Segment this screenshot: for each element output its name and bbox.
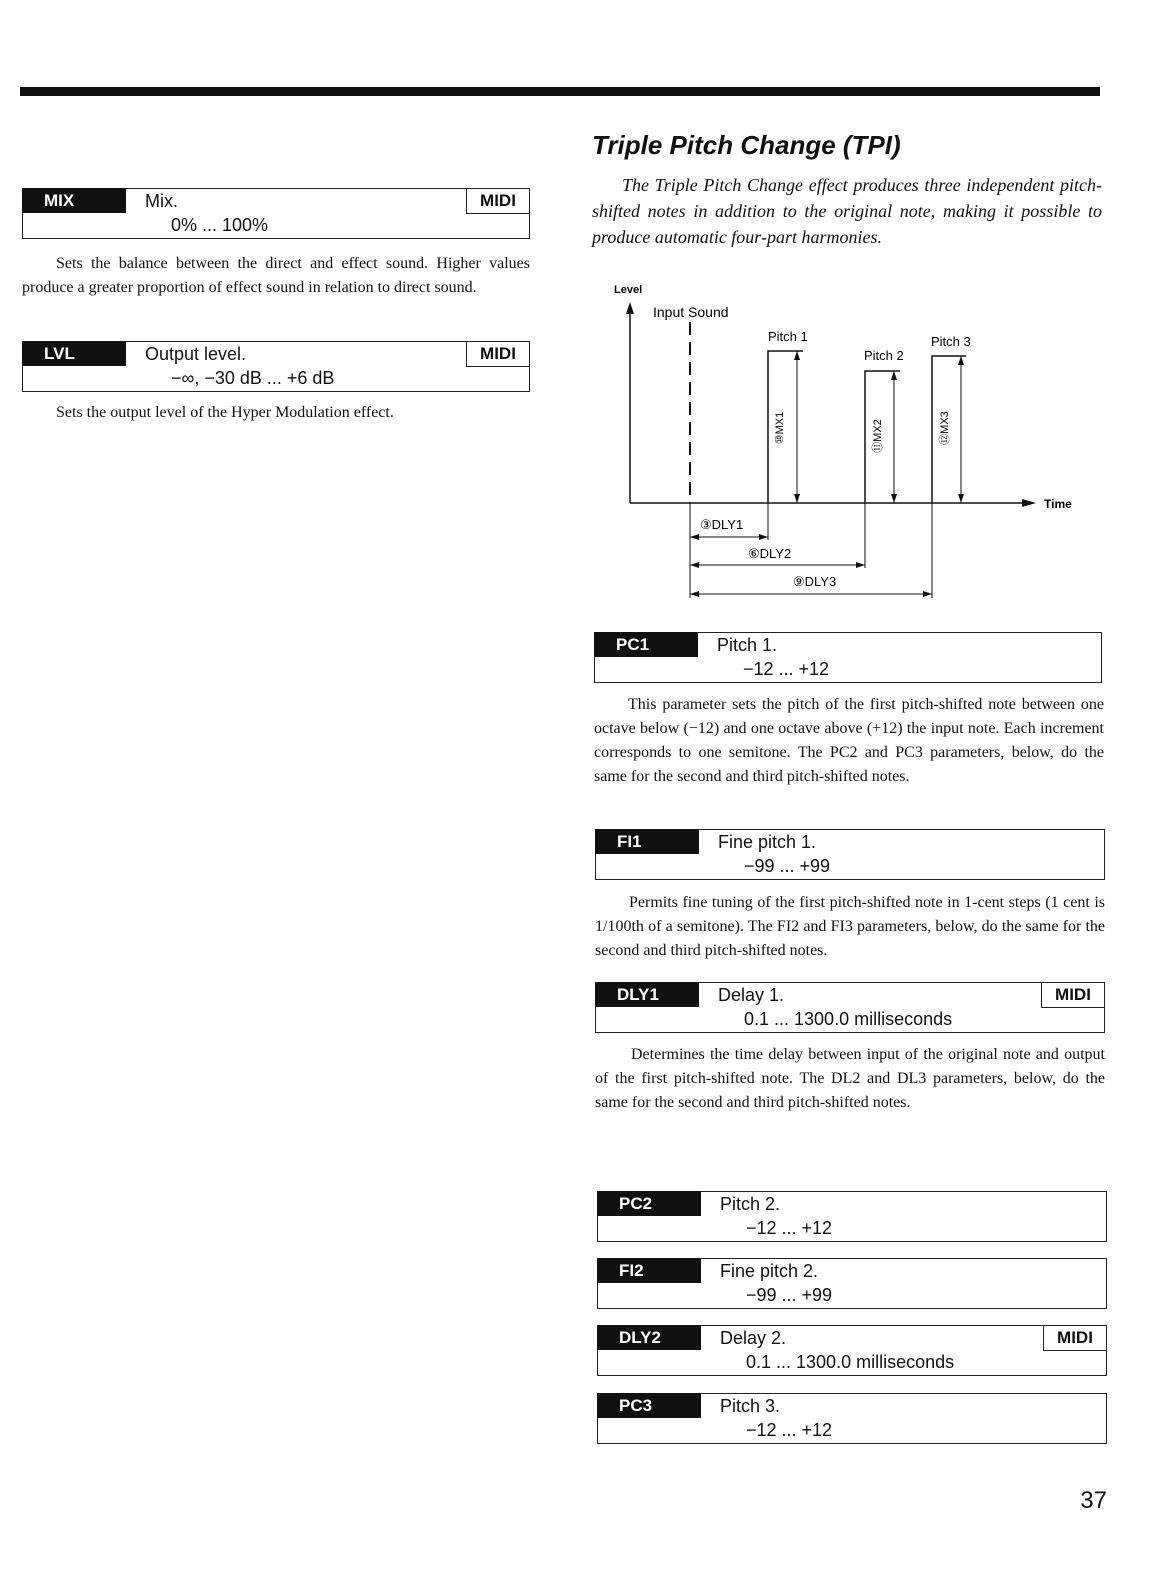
param-name: Mix. [145, 191, 178, 211]
param-name: Fine pitch 1. [718, 832, 817, 852]
midi-badge: MIDI [1043, 1325, 1107, 1351]
param-dly1 [595, 982, 1105, 1033]
section-heading: Triple Pitch Change (TPI) [592, 130, 901, 160]
param-dly2 [597, 1325, 1107, 1376]
param-range: 0.1 ... 1300.0 milliseconds [746, 1352, 955, 1372]
param-fi1 [595, 829, 1105, 880]
param-range: −12 ... +12 [746, 1420, 833, 1440]
mix-description: Sets the balance between the direct and effect sound. Higher values produce a greater proportion of effect sound in relation to direct sound. [22, 255, 530, 296]
param-name: Pitch 1. [717, 635, 778, 655]
param-name: Pitch 2. [720, 1194, 781, 1214]
param-tag: MIX [22, 188, 126, 213]
pitch3-label: Pitch 3 [931, 334, 971, 349]
param-name: Output level. [145, 344, 247, 364]
lvl-description: Sets the output level of the Hyper Modulation effect. [56, 404, 394, 421]
param-pc1 [594, 632, 1102, 683]
param-tag: PC3 [597, 1393, 701, 1418]
mx1-label: ⑩MX1 [774, 411, 786, 445]
param-mix [22, 188, 530, 239]
pitch-timing-diagram [608, 278, 1088, 603]
param-name: Delay 2. [720, 1328, 787, 1348]
param-pc3 [597, 1393, 1107, 1444]
pc1-description: This parameter sets the pitch of the first pitch-shifted note between one octave below (−12) and one octave above (+12) the input note. Each increment corresponds to one semitone. The PC2 and PC3 parameters, below, do the same for the second and third pitch-shifted notes. [594, 696, 1104, 785]
dly1-label: ③DLY1 [700, 517, 744, 532]
pitch2-label: Pitch 2 [864, 348, 904, 363]
param-tag: DLY1 [595, 982, 699, 1007]
section-intro: The Triple Pitch Change effect produces three independent pitch-shifted notes in addition to the original note, making it possible to produce automatic four-part harmonies. [592, 175, 1102, 247]
param-fi2 [597, 1258, 1107, 1309]
param-range: −12 ... +12 [743, 659, 830, 679]
midi-badge: MIDI [466, 341, 530, 367]
param-tag: PC1 [594, 632, 698, 657]
time-axis-arrow [1022, 499, 1036, 507]
param-tag: PC2 [597, 1191, 701, 1216]
input-sound-label: Input Sound [653, 304, 729, 320]
mx3-label: ⑫MX3 [939, 411, 951, 445]
top-rule [20, 87, 1100, 96]
param-range: −99 ... +99 [744, 856, 831, 876]
param-range: −99 ... +99 [746, 1285, 833, 1305]
dly1-description: Determines the time delay between input of the original note and output of the first pitch-shifted note. The DL2 and DL3 parameters, below, do the same for the second and third pitch-shifted notes. [595, 1046, 1105, 1111]
param-tag: FI1 [595, 829, 699, 854]
param-tag: FI2 [597, 1258, 701, 1283]
param-tag: LVL [22, 341, 126, 366]
fi1-description: Permits fine tuning of the first pitch-shifted note in 1-cent steps (1 cent is 1/100th of a semitone). The FI2 and FI3 parameters, below, do the same for the second and third pitch-shifted notes. [595, 894, 1105, 959]
midi-badge: MIDI [466, 188, 530, 214]
param-range: 0% ... 100% [171, 215, 269, 235]
level-axis-label: Level [614, 284, 643, 296]
page-number: 37 [1080, 1487, 1107, 1514]
param-lvl [22, 341, 530, 392]
mx2-label: ⑪MX2 [872, 419, 884, 453]
param-name: Pitch 3. [720, 1396, 781, 1416]
time-axis-label: Time [1044, 497, 1072, 511]
param-pc2 [597, 1191, 1107, 1242]
midi-badge: MIDI [1041, 982, 1105, 1008]
param-range: −∞, −30 dB ... +6 dB [171, 368, 335, 388]
param-name: Delay 1. [718, 985, 785, 1005]
param-tag: DLY2 [597, 1325, 701, 1350]
dly2-label: ⑥DLY2 [748, 546, 792, 561]
pitch1-label: Pitch 1 [768, 329, 808, 344]
param-range: −12 ... +12 [746, 1218, 833, 1238]
param-name: Fine pitch 2. [720, 1261, 819, 1281]
level-axis-arrow [626, 302, 634, 314]
param-range: 0.1 ... 1300.0 milliseconds [744, 1009, 953, 1029]
dly3-label: ⑨DLY3 [793, 574, 837, 589]
